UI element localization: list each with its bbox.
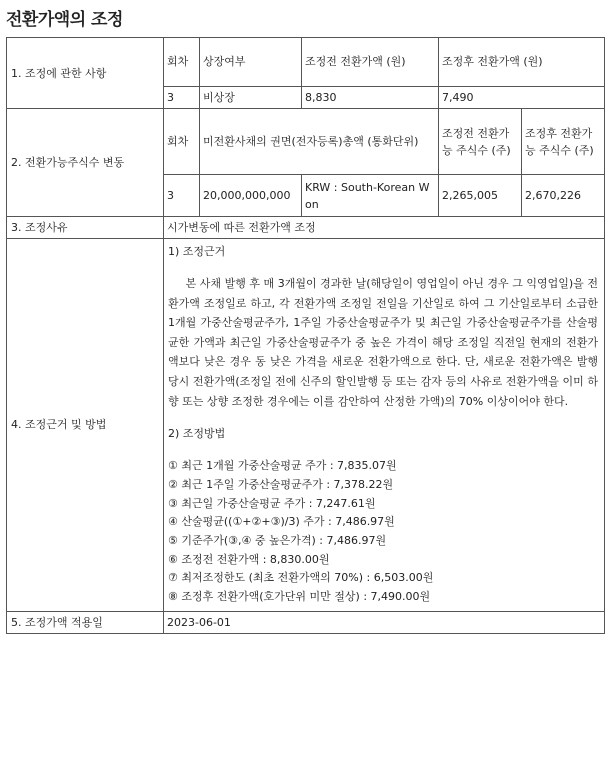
header-cell: 조정전 전환가능 주식수 (주): [439, 109, 522, 175]
header-cell: 미전환사채의 권면(전자등록)총액 (통화단위): [200, 109, 439, 175]
page-title: 전환가액의 조정: [6, 10, 123, 30]
value-cell: 20,000,000,000: [200, 175, 302, 217]
section-heading: 1) 조정근거: [168, 245, 226, 259]
value-cell: 시가변동에 따른 전환가액 조정: [164, 217, 605, 239]
list-item: ① 최근 1개월 가중산술평균 주가 : 7,835.07원: [168, 459, 397, 473]
method-cell: [164, 239, 605, 612]
value-cell: 7,490: [439, 87, 605, 109]
table-row: [7, 239, 605, 612]
table-row: [7, 109, 605, 175]
table-row: [7, 217, 605, 239]
row-label: 3. 조정사유: [7, 217, 164, 239]
row-label: 1. 조정에 관한 사항: [7, 38, 164, 109]
value-cell: 2,670,226: [522, 175, 605, 217]
table-row: [7, 38, 605, 87]
value-cell: 2,265,005: [439, 175, 522, 217]
value-cell: 3: [164, 87, 200, 109]
value-cell: 비상장: [200, 87, 302, 109]
list-item: ⑦ 최저조정한도 (최초 전환가액의 70%) : 6,503.00원: [168, 571, 434, 585]
value-cell: 3: [164, 175, 200, 217]
row-label: 4. 조정근거 및 방법: [7, 239, 164, 612]
value-cell: 2023-06-01: [164, 611, 605, 633]
header-cell: 조정전 전환가액 (원): [302, 38, 439, 87]
header-cell: 회차: [164, 109, 200, 175]
header-cell: 조정후 전환가액 (원): [439, 38, 605, 87]
value-cell: 8,830: [302, 87, 439, 109]
row-label: 5. 조정가액 적용일: [7, 611, 164, 633]
row-label: 2. 전환가능주식수 변동: [7, 109, 164, 217]
section-heading: 2) 조정방법: [168, 427, 226, 441]
list-item: ② 최근 1주일 가중산술평균주가 : 7,378.22원: [168, 477, 394, 491]
calculation-list: [168, 457, 598, 607]
list-item: ③ 최근일 가중산술평균 주가 : 7,247.61원: [168, 496, 376, 510]
header-cell: 조정후 전환가능 주식수 (주): [522, 109, 605, 175]
currency-cell: KRW : South-Korean Won: [302, 175, 439, 217]
list-item: ④ 산술평균((①+②+③)/3) 주가 : 7,486.97원: [168, 515, 395, 529]
list-item: ⑧ 조정후 전환가액(호가단위 미만 절상) : 7,490.00원: [168, 590, 431, 604]
list-item: ⑥ 조정전 전환가액 : 8,830.00원: [168, 552, 330, 566]
adjustment-basis-paragraph: 본 사채 발행 후 매 3개월이 경과한 날(해당일이 영업일이 아닌 경우 그 익영업일)을 전환가액 조정일로 하고, 각 전환가액 조정일 전일을 기산일로 하여 그 기산일로부터 소급한 1개월 가중산술평균주가, 1주일 가중산술평균주가 및 최근일 가중산술평균주가를 산술평균한 가액과 최근일 가중산술평균주가 중 높은 가격이 해당 조정일 직전일 현재의 전환가액보다 낮은 경우 동 낮은 가격을 새로운 전환가액으로 한다. 단, 새로운 전환가액은 발행 당시 전환가액(조정일 전에 신주의 할인발행 등 또는 감자 등의 사유로 전환가액을 이미 하향 또는 상향 조정한 경우에는 이를 감안하여 산정한 가액)의 70% 이상이어야 한다.: [168, 277, 598, 408]
header-cell: 상장여부: [200, 38, 302, 87]
adjustment-table: [6, 37, 605, 634]
table-row: [7, 611, 605, 633]
list-item: ⑤ 기준주가(③,④ 중 높은가격) : 7,486.97원: [168, 533, 387, 547]
header-cell: 회차: [164, 38, 200, 87]
